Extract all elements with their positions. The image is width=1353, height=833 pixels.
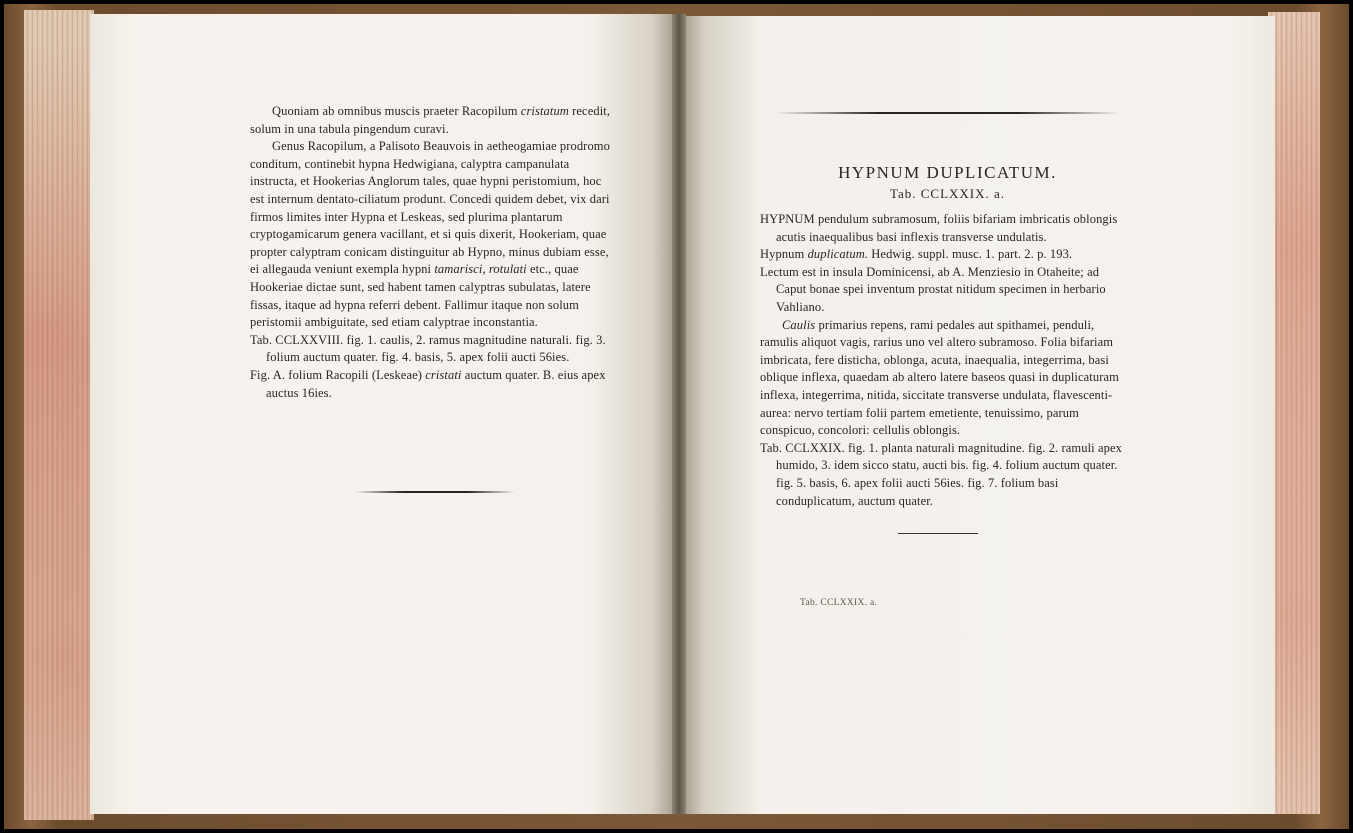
paragraph-text: Hedwig. suppl. musc. 1. part. 2. p. 193. (868, 247, 1073, 262)
book-gutter (672, 14, 686, 814)
plate-caption: Tab. CCLXXIX. a. (800, 598, 878, 608)
paragraph-text: primarius repens, rami pedales aut spithamei, penduli, ramulis aliquot vagis, rarius uno vel altero subramoso. Folia bifariam imbricata, fere disticha, oblonga, acuta, inaequalia, integerrima, basi oblique inflexa, quaedam ab altero latere baseos quasi in duplicaturam inflexa, integerrima, nitida, siccitate transverse undulata, flavescenti-aurea: nervo tertiam folii partem emetiente, tenuissimo, parum conspicuo, concolori: cellulis oblongis. (760, 317, 1119, 438)
right-paragraph (760, 246, 1128, 264)
right-page-top-rule (775, 112, 1120, 114)
right-page-end-rule (898, 533, 978, 534)
left-paragraph (250, 332, 618, 367)
left-page-end-rule (355, 491, 515, 493)
paragraph-text: Quoniam ab omnibus muscis praeter Racopilum (272, 104, 521, 118)
right-paragraph (760, 440, 1128, 510)
page-title: HYPNUM DUPLICATUM. (838, 163, 1057, 182)
paragraph-text: Tab. CCLXXVIII. fig. 1. caulis, 2. ramus magnitudine naturali. fig. 3. folium auctum quater. fig. 4. basis, 5. apex folii aucti 56ies. (250, 332, 606, 365)
italic-term: tamarisci, rotulati (434, 262, 527, 277)
italic-term: Caulis (782, 317, 816, 332)
left-paragraph (250, 103, 618, 138)
paragraph-text: Genus Racopilum, a Palisoto Beauvois in aetheogamiae prodromo conditum, continebit hypna Hedwigiana, calyptra campanulata instructa, et Hookerias Anglorum tales, quae hypni peristomium, hoc est internum dentato-ciliatum produnt. Concedi quidem debet, vix dari firmos limites inter Hypna et Leskeas, sed plurima plantarum cryptogamicarum genera vacillant, et si quis dixerit, Hookeriam, quae propter calyptram conicam distinguitur ab Hypno, minus dubiam esse, ei allegauda veniunt exempla hypni (250, 139, 610, 277)
right-page-edges (1268, 12, 1320, 814)
paragraph-text: Tab. CCLXXIX. fig. 1. planta naturali magnitudine. fig. 2. ramuli apex humido, 3. idem sicco statu, aucti bis. fig. 4. folium auctum quater. fig. 5. basis, 6. apex folii aucti 56ies. fig. 7. folium basi conduplicatum, auctum quater. (760, 440, 1122, 508)
paragraph-text: Lectum est in insula Dominicensi, ab A. Menziesio in Otaheite; ad Caput bonae spei inventum prostat nitidum specimen in herbario Vahliano. (760, 264, 1106, 314)
paragraph-text: Hypnum (760, 247, 808, 262)
right-paragraph (760, 264, 1128, 317)
right-paragraph (760, 317, 1128, 440)
paragraph-text: Fig. A. folium Racopili (Leskeae) (250, 367, 426, 382)
left-paragraph (250, 138, 618, 332)
paragraph-text: HYPNUM pendulum subramosum, foliis bifariam imbricatis oblongis acutis inaequalibus basi inflexis transverse undulatis. (760, 212, 1118, 244)
italic-term: cristatum (520, 104, 569, 118)
paragraph-text: auctum quater. B. eius apex auctus 16ies. (266, 367, 606, 400)
paragraph-text: recedit, solum in una tabula pingendum curavi. (250, 104, 611, 136)
italic-term: cristati (425, 367, 462, 382)
italic-term: duplicatum. (807, 247, 869, 262)
left-paragraph (250, 367, 618, 402)
paragraph-text: etc., quae Hookeriae dictae sunt, sed habent tamen calyptras subulatas, latere fissas, itaque ad hypna referri debent. Fallimur itaque non solum peristomii ambiguitate, sed etiam calyptrae inconstantia. (250, 262, 591, 330)
right-paragraph (760, 211, 1128, 246)
left-page-edges (24, 10, 94, 820)
left-page-text (250, 103, 618, 402)
plate-reference: Tab. CCLXXIX. a. (889, 186, 1006, 201)
right-page-text (760, 211, 1128, 510)
